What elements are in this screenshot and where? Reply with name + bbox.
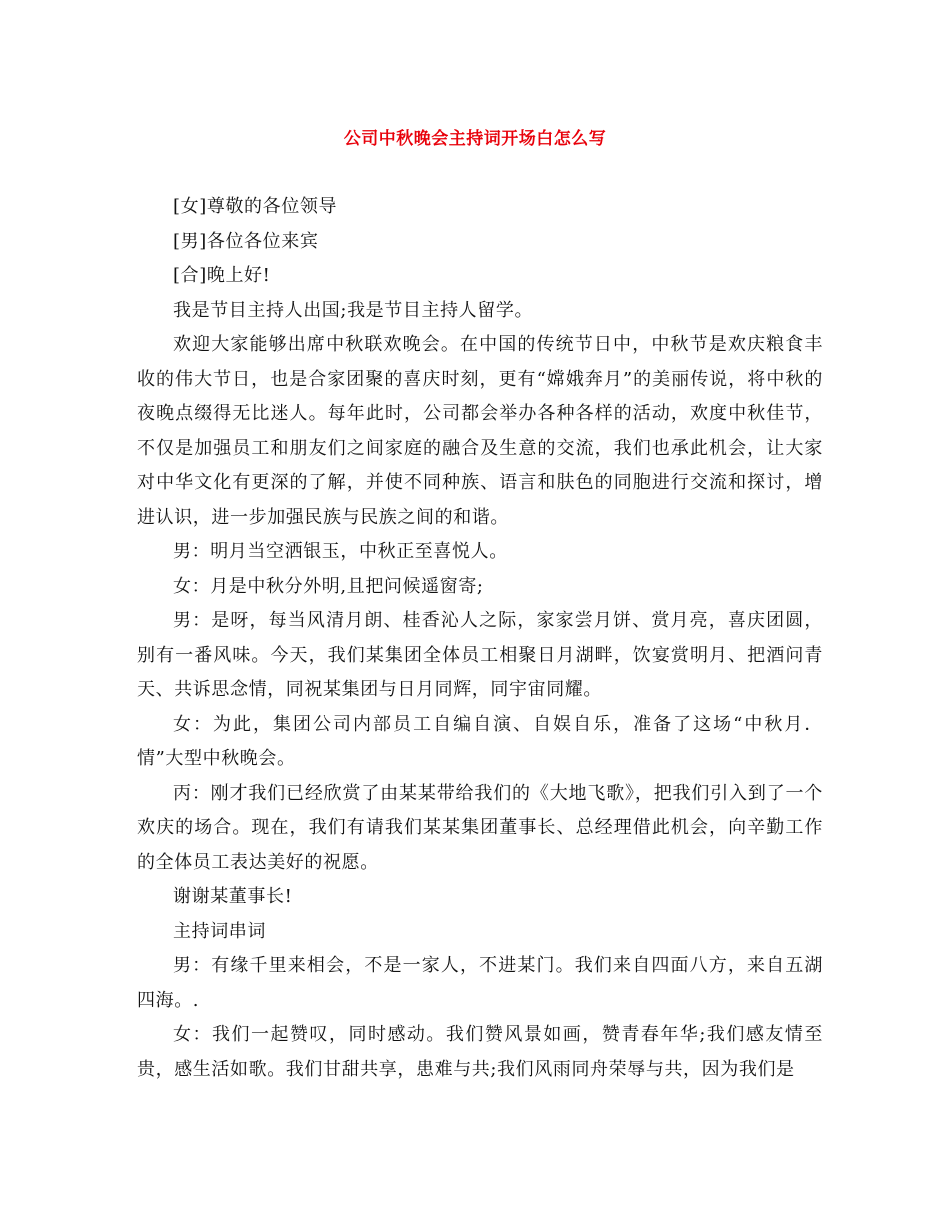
paragraph: 丙：刚才我们已经欣赏了由某某带给我们的《大地飞歌》，把我们引入到了一个欢庆的场合。现在，我们有请我们某某集团董事长、总经理借此机会，向辛勤工作的全体员工表达美好的祝愿。: [137, 782, 823, 873]
paragraph: 男：明月当空洒银玉，中秋正至喜悦人。: [173, 541, 508, 562]
paragraph: 女：月是中秋分外明,且把问候遥窗寄;: [173, 575, 484, 597]
paragraph: 女：我们一起赞叹，同时感动。我们赞风景如画，赞青春年华;我们感友情至贵，感生活如歌。我们甘甜共享，患难与共;我们风雨同舟荣辱与共，因为我们是: [137, 1024, 823, 1080]
document-title: 公司中秋晚会主持词开场白怎么写: [343, 129, 607, 149]
document-body: [137, 190, 823, 1087]
paragraph: [合]晚上好!: [173, 265, 271, 286]
paragraph: 谢谢某董事长!: [173, 886, 293, 907]
paragraph: [男]各位各位来宾: [173, 230, 319, 252]
paragraph: 我是节目主持人出国;我是节目主持人留学。: [173, 299, 534, 321]
paragraph: [女]尊敬的各位领导: [173, 196, 338, 217]
paragraph: 主持词串词: [173, 920, 266, 942]
paragraph: 男：有缘千里来相会，不是一家人，不进某门。我们来自四面八方，来自五湖四海。.: [137, 955, 823, 1011]
paragraph: 女：为此，集团公司内部员工自编自演、自娱自乐，准备了这场“中秋月．情”大型中秋晚会。: [137, 713, 823, 769]
paragraph: 男：是呀，每当风清月朗、桂香沁人之际，家家尝月饼、赏月亮，喜庆团圆，别有一番风味。今天，我们某集团全体员工相聚日月湖畔，饮宴赏明月、把酒问青天、共诉思念情，同祝某集团与日月同辉，同宇宙同耀。: [137, 610, 823, 700]
paragraph: 欢迎大家能够出席中秋联欢晚会。在中国的传统节日中，中秋节是欢庆粮食丰收的伟大节日，也是合家团聚的喜庆时刻，更有“嫦娥奔月”的美丽传说，将中秋的夜晚点缀得无比迷人。每年此时，公司都会举办各种各样的活动，欢度中秋佳节，不仅是加强员工和朋友们之间家庭的融合及生意的交流，我们也承此机会，让大家对中华文化有更深的了解，并使不同种族、语言和肤色的同胞进行交流和探讨，增进认识，进一步加强民族与民族之间的和谐。: [137, 334, 823, 528]
